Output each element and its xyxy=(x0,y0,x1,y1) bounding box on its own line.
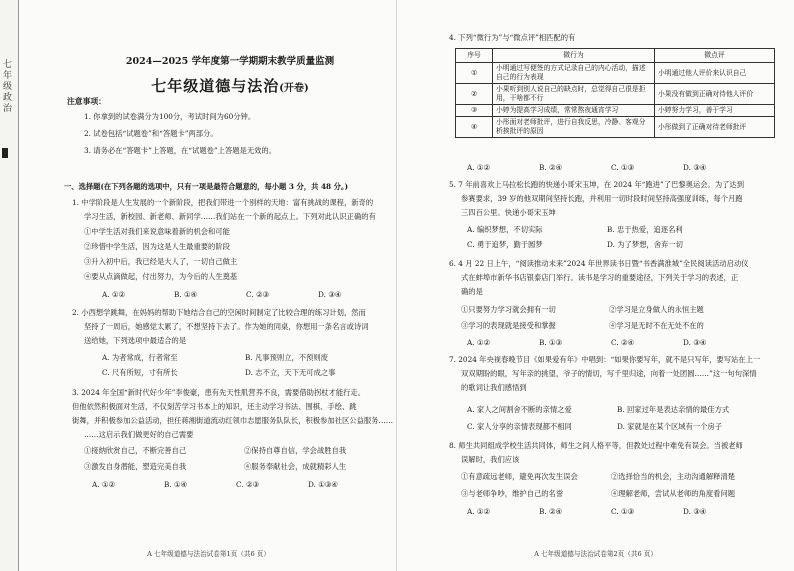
q5-stem-2: 参赛要求，39 岁的他双期间坚持长跑，并利用一切时段时间坚持高强度训练，每个月跑 xyxy=(461,194,743,203)
q3-stem-2: 但他依然积极面对生活，不仅刻苦学习书本上的知识，还主动学习书法、围棋、手绘、跳 xyxy=(72,402,357,411)
q6-stem-1: 6. 4 月 22 日上午，“阅读推动未来”2024 年世界读书日暨“书香满淮城”全民阅读活动启动仪 xyxy=(449,259,749,268)
row-index: ④ xyxy=(456,117,493,138)
q1-item-1: ①中学生活对我们来说意味着新的机会和可能 xyxy=(84,227,230,236)
q1-option-d[interactable]: D. ③④ xyxy=(318,290,342,299)
q7-option-b[interactable]: B. 回家过年是表达亲情的最佳方式 xyxy=(617,405,730,414)
page-1-footer: A 七年级道德与法治试卷第1页（共6 页） xyxy=(147,550,270,558)
table-row xyxy=(456,117,775,138)
q1-options xyxy=(102,290,341,300)
q7-option-a[interactable]: A. 家人之间割舍不断的亲情之爱 xyxy=(467,405,572,414)
q5-options-row-1 xyxy=(467,225,683,235)
q7-stem-2: 双双期盼的眼，写年亲的挑望，爷子的情切，写千里归途，向着一处团圆……”这一句句深情 xyxy=(461,369,757,378)
q3-option-b[interactable]: B. ①④ xyxy=(164,480,188,489)
q6-option-b[interactable]: B. ①③ xyxy=(539,338,563,347)
q6-item-2: ②学习是立身做人的永恒主题 xyxy=(609,305,704,314)
q8-item-4: ④理解老师，尝试从老师的角度看问题 xyxy=(611,489,736,498)
q1-stem-2: 学习生活，新校园、新老师、新同学……我们站在一个新的起点上。下列对此认识正确的有 xyxy=(84,212,376,221)
q8-option-a[interactable]: A. ①② xyxy=(467,507,490,516)
q2-stem-2: 坚持了一周后，她感觉太累了，不想坚持下去了。作为她的同桌，你想用一条名言或诗词 xyxy=(84,322,369,331)
q6-item-3: ③学习的表现就是接受和掌握 xyxy=(461,321,556,330)
row-comment: 小彤做到了正确对待老师批评 xyxy=(655,117,775,138)
header-behavior: 微行为 xyxy=(493,49,655,63)
q1-item-3: ③升入初中后，我已经是大人了，一切自己做主 xyxy=(84,257,238,266)
q3-stem-3: 街舞，并积极参加公益活动，担任蒋湘街道流动红领巾志愿服务队队长，积极参加社区公益服务…… xyxy=(72,416,394,425)
q2-option-b[interactable]: B. 凡事预则立，不预则废 xyxy=(245,353,328,362)
q6-options xyxy=(467,338,706,348)
table-row xyxy=(456,84,775,105)
q8-options xyxy=(467,507,706,517)
q6-items-row-1 xyxy=(461,305,704,315)
q3-item-1: ①接纳欣赏自己，不断完善自己 xyxy=(84,446,187,455)
q2-options-row-1 xyxy=(102,353,328,363)
table-header-row xyxy=(456,49,775,63)
q3-item-2: ②保持自尊自信，学会战胜自我 xyxy=(244,446,347,455)
q5-options-row-2 xyxy=(467,240,683,250)
header-index: 序号 xyxy=(456,49,493,63)
q6-item-4: ④学习是无时不在无处不在的 xyxy=(609,321,704,330)
q6-stem-2: 式在蚌埠市新华书店银泰店门举行。读书是学习的重要途径，下列关于学习的表述，正 xyxy=(461,273,739,282)
q2-stem-1: 2. 小西想学跳舞，在妈妈的帮助下她结合自己的空闲时间制定了比较合理的练习计划，然而 xyxy=(72,308,366,317)
q5-stem-1: 5. 7 年前喜欢上马拉松长跑的快递小哥宋玉坤，在 2024 年“跑进”了巴黎奥运会。为了达到 xyxy=(449,180,745,189)
section-title: 一、选择题(在下列各题的选项中，只有一项是最符合题意的，每小题 3 分，共 48 分。) xyxy=(64,182,349,191)
header-comment: 微点评 xyxy=(655,49,775,63)
exam-title: 2024—2025 学年度第一学期期末教学质量监测 xyxy=(125,56,335,67)
q1-option-c[interactable]: C. ②③ xyxy=(246,290,270,299)
q4-option-a[interactable]: A. ①② xyxy=(467,163,490,172)
q5-option-d[interactable]: D. 为了梦想，舍弃一切 xyxy=(607,240,683,249)
exam-page-2 xyxy=(397,0,794,571)
q4-option-b[interactable]: B. ②④ xyxy=(539,163,563,172)
q2-option-d[interactable]: D. 志不立，天下无可成之事 xyxy=(245,368,336,377)
q3-options xyxy=(92,480,338,490)
row-behavior: 小婷为提高学习成绩，常常熬夜通宵学习 xyxy=(493,105,655,117)
q1-option-b[interactable]: B. ①④ xyxy=(174,290,198,299)
q8-item-3: ③与老师争吵，维护自己的名誉 xyxy=(461,489,564,498)
q3-items-row-2 xyxy=(84,462,346,472)
q4-option-c[interactable]: C. ①③ xyxy=(611,163,635,172)
q8-stem-1: 8. 师生共同组成学校生活共同体，师生之间人格平等，但教处过程中难免有误会。当被老师 xyxy=(449,441,743,450)
q8-items-row-1 xyxy=(461,472,735,482)
q3-items-row-1 xyxy=(84,446,346,456)
q6-option-d[interactable]: D. ③④ xyxy=(683,338,707,347)
notice-2: 2. 试卷包括“试题卷”和“答题卡”两部分。 xyxy=(84,129,218,138)
q5-option-c[interactable]: C. 勇于追梦，勤于圆梦 xyxy=(467,240,543,249)
row-comment: 小婷努力学习，善于学习 xyxy=(655,105,775,117)
q7-options-row-2 xyxy=(467,422,722,432)
q2-options-row-2 xyxy=(102,368,336,378)
q8-option-d[interactable]: D. ③④ xyxy=(683,507,707,516)
q6-option-a[interactable]: A. ①② xyxy=(467,338,490,347)
subject-name: 七年级道德与法治 xyxy=(151,77,280,95)
q7-option-c[interactable]: C. 家人分享的亲情表现都不相同 xyxy=(467,422,572,431)
behavior-comment-table xyxy=(455,48,775,138)
q4-options xyxy=(467,163,706,173)
q3-option-d[interactable]: D. ①③④ xyxy=(308,480,338,489)
notice-title: 注意事项： xyxy=(67,97,106,106)
q5-option-a[interactable]: A. 编织梦想，不切实际 xyxy=(467,225,543,234)
q3-item-4: ④服务奉献社会，成就精彩人生 xyxy=(244,462,347,471)
row-index: ③ xyxy=(456,105,493,117)
q6-stem-3: 确的是 xyxy=(461,287,483,296)
binding-margin xyxy=(0,0,19,571)
subject-title xyxy=(85,75,375,96)
q8-option-b[interactable]: B. ②④ xyxy=(539,507,563,516)
q8-item-2: ②选择恰当的机会，主动沟通解释清楚 xyxy=(611,472,736,481)
q6-items-row-2 xyxy=(461,321,704,331)
q3-option-a[interactable]: A. ①② xyxy=(92,480,115,489)
q7-stem-1: 7. 2024 年央视春晚节目《如果爱有年》中唱到：“如果你要写年，就不是只写年，要写站在上一 xyxy=(449,355,761,364)
q1-stem-1: 1. 中学阶段是人生发展的一个新阶段，把我们带进一个别样的天地：富有挑战的课程，新奇的 xyxy=(72,198,374,207)
row-index: ② xyxy=(456,84,493,105)
q7-options-row-1 xyxy=(467,405,729,415)
q3-option-c[interactable]: C. ②③ xyxy=(236,480,260,489)
q8-items-row-2 xyxy=(461,489,735,499)
q3-item-3: ③激发自身潜能，塑造完美自我 xyxy=(84,462,187,471)
q8-stem-2: 误解时，我们应该 xyxy=(461,455,520,464)
q2-stem-3: 送给她，下列选项中最适合的是 xyxy=(84,336,187,345)
q4-option-d[interactable]: D. ③④ xyxy=(683,163,707,172)
subject-tag: (开卷) xyxy=(279,83,309,94)
q5-stem-3: 三四百公里。快递小哥宋玉坤 xyxy=(461,208,556,217)
notice-1: 1. 你拿到的试卷满分为100分，考试时间为60分钟。 xyxy=(84,112,256,121)
q1-item-2: ②珍惜中学生活，因为这是人生最重要的阶段 xyxy=(84,242,230,251)
q8-option-c[interactable]: C. ①③ xyxy=(611,507,635,516)
q7-option-d[interactable]: D. 家就是在某个区域有一个房子 xyxy=(617,422,723,431)
row-index: ① xyxy=(456,63,493,84)
binding-mark xyxy=(2,148,8,158)
spine-label: 七年级政治 xyxy=(3,60,13,114)
row-behavior: 小明通过写便签的方式记录自己的内心活动，描述自己的行为表现 xyxy=(493,63,655,84)
q3-stem-1: 3. 2024 年全国“新时代好少年”李俊豪，患有先天性肌营养不良，需要借助拐杖才能行走。 xyxy=(72,388,366,397)
row-behavior: 小彤面对老师批评，进行自我反思，冷静、客观分析挨批评的原因 xyxy=(493,117,655,138)
q2-option-c[interactable]: C. 尺有所短，寸有所长 xyxy=(102,368,178,377)
q8-item-1: ①有意疏远老师，避免再次发生误会 xyxy=(461,472,578,481)
q3-stem-4: ……这启示我们做更好的自己需要 xyxy=(84,430,194,439)
row-comment: 小果没有做到正确对待他人评价 xyxy=(655,84,775,105)
q1-option-a[interactable]: A. ①② xyxy=(102,290,125,299)
q5-option-b[interactable]: B. 忠于热爱，追逐名利 xyxy=(607,225,683,234)
q2-option-a[interactable]: A. 为者常成，行者常至 xyxy=(102,353,178,362)
notice-3: 3. 请务必在“答题卡”上答题，在“试题卷”上答题是无效的。 xyxy=(84,146,277,155)
page-2-footer: A 七年级道德与法治试卷第2页（共6 页） xyxy=(534,550,657,558)
table-row xyxy=(456,63,775,84)
q6-item-1: ①只要努力学习就会拥有一切 xyxy=(461,305,556,314)
q1-item-4: ④要从点滴做起，付出努力，为今后的人生奠基 xyxy=(84,272,238,281)
q7-stem-3: 的歌词让我们感悟到 xyxy=(461,383,527,392)
q4-stem: 4. 下列“微行为”与“微点评”相匹配的有 xyxy=(449,33,576,42)
row-behavior: 小果听到别人说自己的缺点时，总觉得自己很是拒用，干啥都不行 xyxy=(493,84,655,105)
table-row xyxy=(456,105,775,117)
row-comment: 小明通过他人评价来认识自己 xyxy=(655,63,775,84)
q6-option-c[interactable]: C. ②④ xyxy=(611,338,635,347)
